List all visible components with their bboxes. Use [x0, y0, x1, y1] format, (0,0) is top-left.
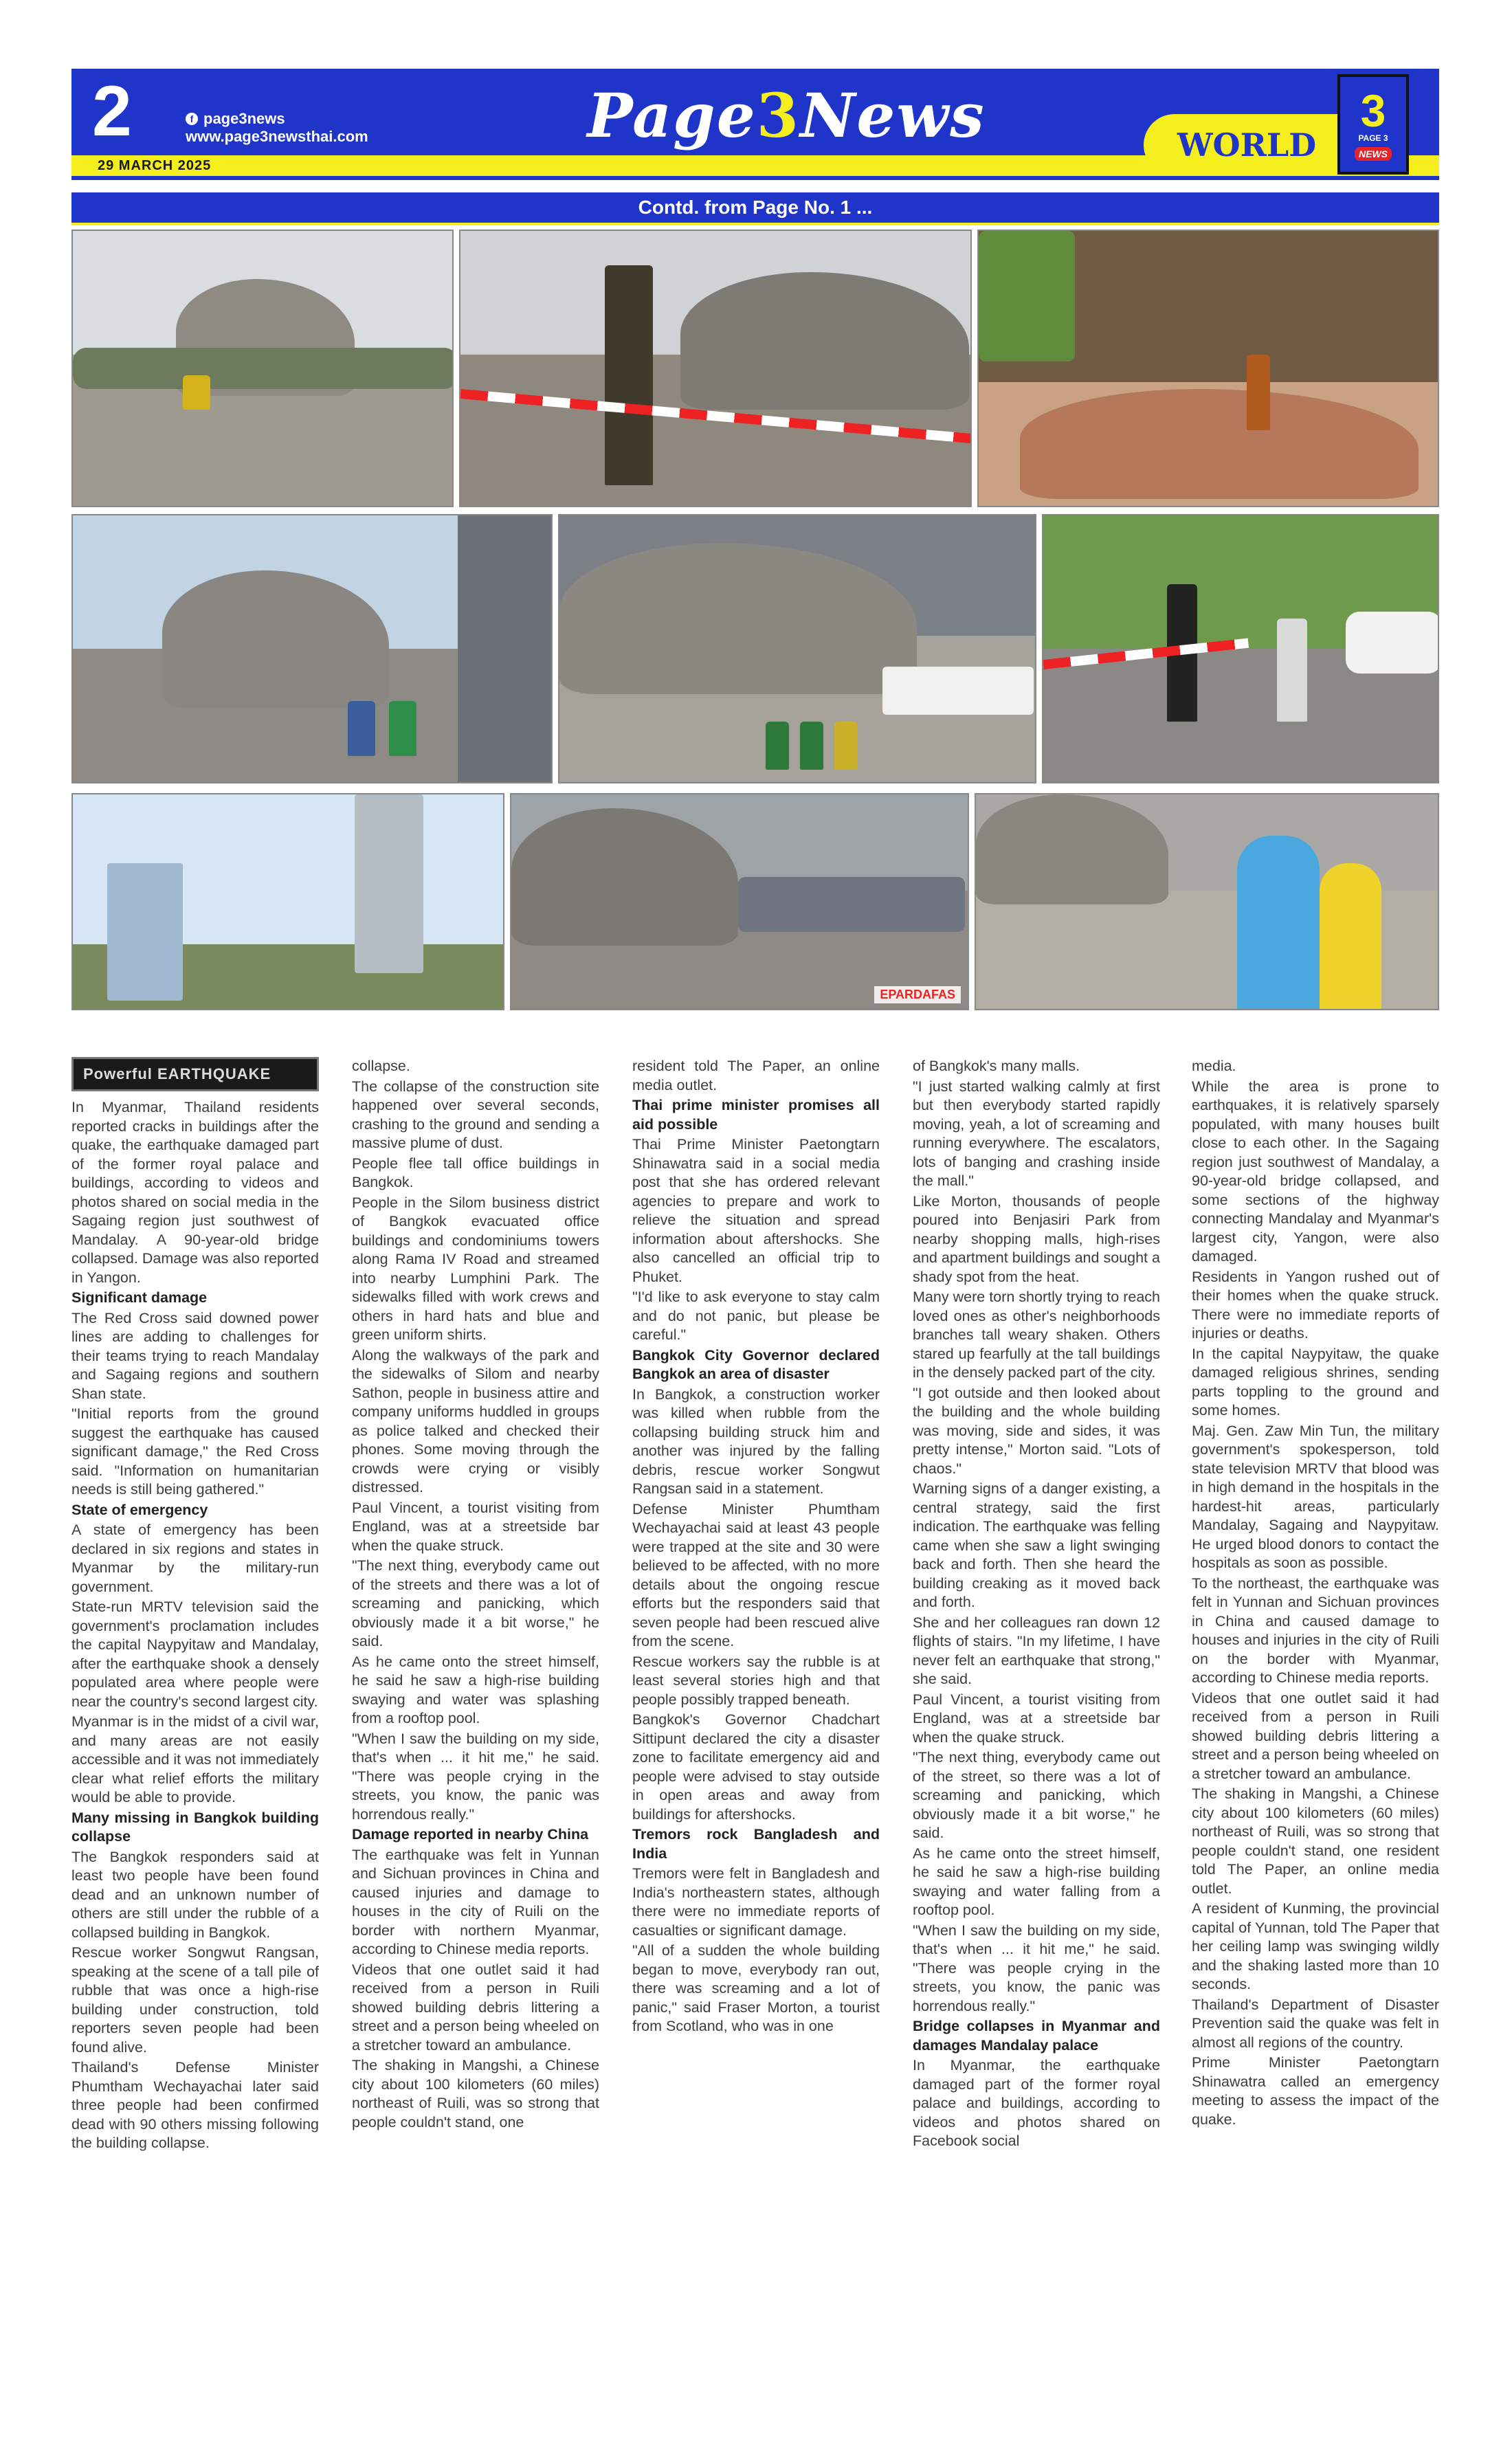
- article-paragraph: Myanmar is in the midst of a civil war, and many areas are not easily accessible and it was not immediately clear what relief efforts the military would be able to provide.: [71, 1713, 319, 1805]
- article-column-2: [352, 1057, 599, 2432]
- article-paragraph: In Myanmar, Thailand residents reported cracks in buildings after the quake, the earthquake damaged part of the former royal palace and buildings, according to videos and photos shared on social media in the Sagaing region just southwest of Mandalay. A 90-year-old bridge collapsed. Damage was also reported in Yangon.: [71, 1099, 319, 1286]
- article-paragraph: The Bangkok responders said at least two people have been found dead and an unknown number of others are still under the rubble of a collapsed building in Bangkok.: [71, 1848, 319, 1941]
- article-paragraph: "I'd like to ask everyone to stay calm and do not panic, but please be careful.": [632, 1289, 880, 1343]
- article-subheading: Bangkok City Governor declared Bangkok an area of disaster: [632, 1346, 880, 1382]
- article-paragraph: Bangkok's Governor Chadchart Sittipunt declared the city a disaster zone to facilitate emergency aid and people were advised to stay outside in open areas and away from buildings for aftershocks.: [632, 1711, 880, 1823]
- article-paragraph: "When I saw the building on my side, that's when ... it hit me," he said. "There was people crying in the streets, you know, the panic was horrendous really.": [913, 1922, 1160, 2014]
- article-column-1: [71, 1057, 319, 2432]
- article-paragraph: Residents in Yangon rushed out of their homes when the quake struck. There were no immediate reports of injuries or deaths.: [1192, 1268, 1439, 1342]
- article-paragraph: To the northeast, the earthquake was felt in Yunnan and Sichuan provinces in China and caused damage to houses and injuries in the city of Ruili on the border with Myanmar, according to Chinese media reports.: [1192, 1574, 1439, 1686]
- article-paragraph: Along the walkways of the park and the sidewalks of Silom and nearby Sathon, people in business attire and company uniforms huddled in groups as police talked and checked their phones. Some moving through the crowds were crying or visibly distressed.: [352, 1346, 599, 1495]
- article-paragraph: Prime Minister Paetongtarn Shinawatra called an emergency meeting to assess the impact of the quake.: [1192, 2054, 1439, 2128]
- article-paragraph: Maj. Gen. Zaw Min Tun, the military government's spokesperson, told state television MRTV that blood was in high demand in the hospitals in the hardest-hit areas, particularly Mandalay, Sagaing and Naypyitaw. He urged blood donors to contact the hospitals as soon as possible.: [1192, 1422, 1439, 1571]
- photo-collapsed-tower-street: [71, 230, 454, 507]
- article-columns: [71, 1057, 1439, 2432]
- article-paragraph: collapse.: [352, 1058, 410, 1074]
- section-tab: [1144, 114, 1350, 176]
- article-paragraph: People flee tall office buildings in Bangkok.: [352, 1155, 599, 1190]
- photo-rescue-workers-site: [558, 514, 1036, 783]
- brand-logo: [587, 78, 986, 153]
- brand-three: 3: [756, 80, 800, 151]
- article-paragraph: State-run MRTV television said the government's proclamation includes the capital Naypyitaw and Mandalay, after the earthquake shook a densely populated area where people were near the country's second largest city.: [71, 1599, 319, 1710]
- article-paragraph: In Myanmar, the earthquake damaged part of the former royal palace and buildings, according to videos and photos shared on Facebook social: [913, 2057, 1160, 2149]
- photo-cracked-road-workers: [1042, 514, 1439, 783]
- article-paragraph: "When I saw the building on my side, that's when ... it hit me," he said. "There was people crying in the streets, you know, the panic was horrendous really.": [352, 1730, 599, 1823]
- article-paragraph: She and her colleagues ran down 12 flights of stairs. "In my lifetime, I have never felt an earthquake that strong," she said.: [913, 1614, 1160, 1687]
- article-paragraph: of Bangkok's many malls.: [913, 1058, 1080, 1074]
- facebook-icon: f: [186, 113, 198, 125]
- article-paragraph: Rescue worker Songwut Rangsan, speaking at the scene of a tall pile of rubble that was once a high-rise building under construction, told reporters seven people had been found alive.: [71, 1944, 319, 2056]
- brand-left: Page: [587, 80, 757, 151]
- masthead-rule: [71, 176, 1439, 180]
- article-subheading: Bridge collapses in Myanmar and damages Mandalay palace: [913, 2018, 1160, 2054]
- issue-date: 29 MARCH 2025: [98, 158, 212, 173]
- article-column-3: [632, 1057, 880, 2432]
- facebook-handle[interactable]: page3news: [203, 110, 285, 127]
- article-paragraph: Defense Minister Phumtham Wechayachai said at least 43 people were trapped at the site and 30 were believed to be affected, with no more details about the ongoing rescue efforts but the responders said that seven people had been rescued alive from the scene.: [632, 1500, 880, 1649]
- section-label: WORLD: [1177, 126, 1317, 164]
- article-column-4: [913, 1057, 1160, 2432]
- website-link[interactable]: www.page3newsthai.com: [186, 128, 368, 145]
- article-paragraph: "All of a sudden the whole building began to move, everybody ran out, there was screaming and a lot of panic," said Fraser Morton, a tourist from Scotland, who was in one: [632, 1942, 880, 2034]
- article-paragraph: Paul Vincent, a tourist visiting from England, was at a streetside bar when the quake struck.: [913, 1691, 1160, 1746]
- photo-credit-watermark: EPARDAFAS: [874, 986, 961, 1003]
- article-subheading: Thai prime minister promises all aid possible: [632, 1097, 880, 1133]
- article-paragraph: A state of emergency has been declared in six regions and states in Myanmar by the military-run government.: [71, 1522, 319, 1595]
- page-number: 2: [92, 71, 132, 151]
- article-paragraph: As he came onto the street himself, he said he saw a high-rise building swaying and water falling from a rooftop pool.: [913, 1845, 1160, 1918]
- article-subheading: State of emergency: [71, 1501, 208, 1518]
- article-paragraph: The Red Cross said downed power lines are adding to challenges for their teams trying to reach Mandalay and Sagaing regions and southern Shan state.: [71, 1309, 319, 1402]
- newspaper-page: [71, 69, 1439, 2433]
- article-paragraph: media.: [1192, 1058, 1236, 1074]
- article-earthquake: [71, 1057, 1439, 2432]
- photo-crane-collapse-crowd: [71, 514, 553, 783]
- photo-debris-field-wide: [510, 793, 969, 1010]
- article-paragraph: "The next thing, everybody came out of the streets and there was a lot of screaming and panicking, which obviously made it a bit worse," he said.: [352, 1557, 599, 1649]
- continued-banner-text: Contd. from Page No. 1 ...: [638, 197, 873, 218]
- article-paragraph: While the area is prone to earthquakes, it is relatively sparsely populated, with many houses built close to each other. In the Sagaing region just southwest of Mandalay, a 90-year-old bridge collapsed, and some sections of the highway connecting Mandalay and Myanmar's largest city, Yangon, were also damaged.: [1192, 1078, 1439, 1265]
- photo-temple-brick-rubble: [977, 230, 1439, 507]
- article-paragraph: "I just started walking calmly at first but then everybody started rapidly moving, yeah, a lot of screaming and running everywhere. The escalators, lots of banging and crashing inside the mall.": [913, 1078, 1160, 1189]
- article-subheading: Many missing in Bangkok building collapse: [71, 1809, 319, 1845]
- article-paragraph: A resident of Kunming, the provincial capital of Yunnan, told The Paper that her ceiling lamp was swinging wildly and the shaking lasted more than 10 seconds.: [1192, 1900, 1439, 1992]
- section-headline: Powerful EARTHQUAKE: [83, 1065, 271, 1082]
- section-headline-box: [71, 1057, 319, 1091]
- article-paragraph: The earthquake was felt in Yunnan and Sichuan provinces in China and caused injuries and damage to houses in the city of Ruili on the border with northern Myanmar, according to Chinese media reports.: [352, 1846, 599, 1957]
- article-paragraph: Many were torn shortly trying to reach loved ones as other's neighborhoods branches tall weary shaken. Others stared up fearfully at the tall buildings in the densely packed part of the city.: [913, 1289, 1160, 1381]
- article-paragraph: Tremors were felt in Bangladesh and India's northeastern states, although there were no immediate reports of casualties or significant damage.: [632, 1865, 880, 1939]
- article-paragraph: Thai Prime Minister Paetongtarn Shinawatra said in a social media post that she has ordered relevant agencies to prepare and work to relieve the situation and spread information about aftershocks. She also cancelled an official trip to Phuket.: [632, 1136, 880, 1285]
- article-paragraph: The collapse of the construction site happened over several seconds, crashing to the ground and sending a massive plume of dust.: [352, 1078, 599, 1151]
- article-paragraph: Videos that one outlet said it had received from a person in Ruili showed building debris littering a street and a person being wheeled on a stretcher toward an ambulance.: [1192, 1689, 1439, 1782]
- photo-cordon-tape-rescuer: [459, 230, 972, 507]
- article-paragraph: resident told The Paper, an online media outlet.: [632, 1058, 880, 1093]
- article-paragraph: In the capital Naypyitaw, the quake damaged religious shrines, sending parts toppling to the ground and some homes.: [1192, 1345, 1439, 1418]
- article-paragraph: Paul Vincent, a tourist visiting from England, was at a streetside bar when the quake struck.: [352, 1499, 599, 1554]
- photo-volunteer-rescue: [975, 793, 1439, 1010]
- article-paragraph: The shaking in Mangshi, a Chinese city about 100 kilometers (60 miles) northeast of Ruili, was so strong that people couldn't stand, one: [352, 2057, 599, 2130]
- continued-banner: [71, 192, 1439, 225]
- brand-right: News: [799, 80, 986, 151]
- article-paragraph: In Bangkok, a construction worker was killed when rubble from the collapsing building struck him and another was injured by the falling debris, rescue worker Songwut Rangsan said in a statement.: [632, 1386, 880, 1497]
- page3-badge-logo: [1337, 74, 1409, 175]
- badge-news-tag: NEWS: [1355, 147, 1392, 161]
- masthead: [71, 69, 1439, 184]
- article-paragraph: Rescue workers say the rubble is at least several stories high and that people possibly trapped beneath.: [632, 1653, 880, 1708]
- article-subheading: Damage reported in nearby China: [352, 1826, 589, 1843]
- article-subheading: Tremors rock Bangladesh and India: [632, 1826, 880, 1862]
- article-paragraph: "The next thing, everybody came out of the street, so there was a lot of screaming and panicking, which obviously made it a bit worse," he said.: [913, 1749, 1160, 1841]
- badge-number: 3: [1360, 85, 1386, 136]
- social-block: [186, 110, 368, 146]
- article-paragraph: Warning signs of a danger existing, a central strategy, said the first indication. The earthquake was felling came when she saw a light swinging back and forth. Then she heard the building creaking as it moved back and forth.: [913, 1480, 1160, 1610]
- article-paragraph: Videos that one outlet said it had received from a person in Ruili showed building debris littering a street and a person being wheeled on a stretcher toward an ambulance.: [352, 1961, 599, 2054]
- article-subheading: Significant damage: [71, 1289, 208, 1306]
- article-paragraph: As he came onto the street himself, he said he saw a high-rise building swaying and water was splashing from a rooftop pool.: [352, 1653, 599, 1726]
- article-column-5: [1192, 1057, 1439, 2432]
- article-paragraph: Thailand's Department of Disaster Prevention said the quake was felt in almost all regions of the country.: [1192, 1996, 1439, 2051]
- photo-swaying-tower-powerlines: [71, 793, 504, 1010]
- article-paragraph: Thailand's Defense Minister Phumtham Wechayachai later said three people had been confirmed dead with 90 others missing following the building collapse.: [71, 2059, 319, 2151]
- article-paragraph: The shaking in Mangshi, a Chinese city about 100 kilometers (60 miles) northeast of Ruili, was so strong that people couldn't stand, one resident told The Paper, an online media outlet.: [1192, 1785, 1439, 1897]
- article-paragraph: People in the Silom business district of Bangkok evacuated office buildings and condominiums towers along Rama IV Road and streamed into nearby Lumphini Park. The sidewalks filled with work crews and others in hard hats and blue and green uniform shirts.: [352, 1194, 599, 1343]
- badge-small-text: PAGE 3: [1358, 133, 1388, 143]
- article-paragraph: "Initial reports from the ground suggest the earthquake has caused significant damage," the Red Cross said. "Information on humanitarian needs is still being gathered.": [71, 1405, 319, 1498]
- article-paragraph: "I got outside and then looked about the building and the whole building was moving, side and sides, it was pretty intense," Morton said. "Lots of chaos.": [913, 1384, 1160, 1477]
- article-paragraph: Like Morton, thousands of people poured into Benjasiri Park from nearby shopping malls, high-rises and apartment buildings and sought a shady spot from the heat.: [913, 1192, 1160, 1285]
